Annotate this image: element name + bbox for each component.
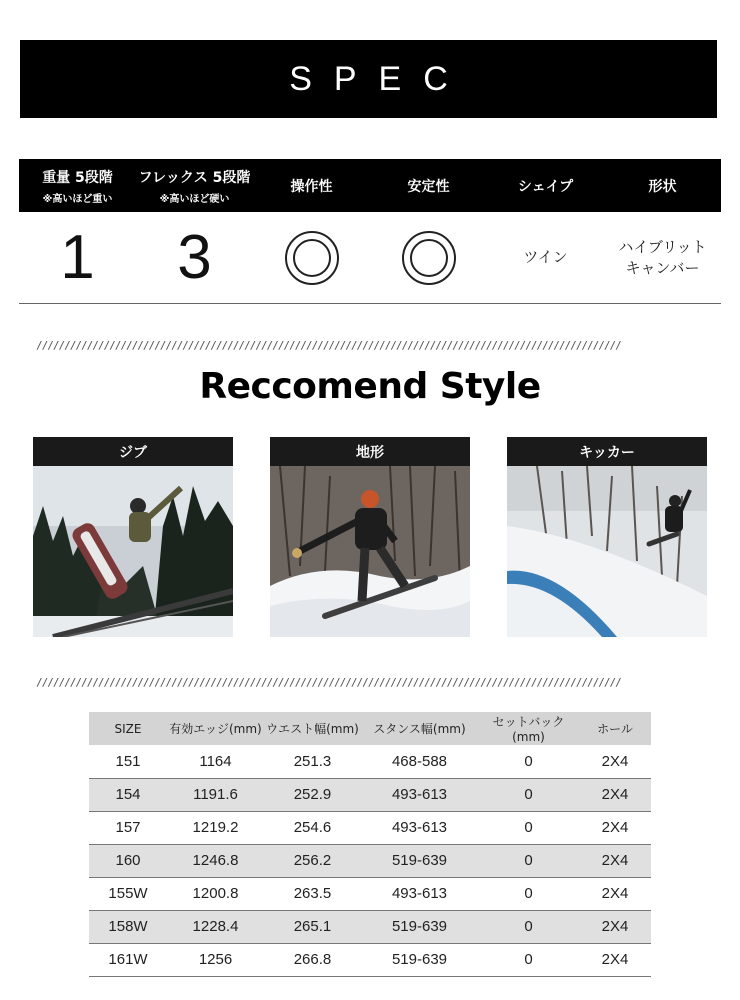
- col-header-stance: スタンス幅(mm): [361, 712, 478, 745]
- table-cell: 2X4: [579, 877, 651, 910]
- col-header-setback: セットバック(mm): [478, 712, 579, 745]
- table-cell: 157: [89, 811, 167, 844]
- slash-divider: ////////////////////////////////////////////////////////////////////////////////////////////////////////: [36, 676, 621, 689]
- header-handling-label: 操作性: [290, 178, 333, 195]
- table-cell: 155W: [89, 877, 167, 910]
- weight-value: 1: [60, 223, 95, 292]
- stability-value-cell: [370, 212, 487, 303]
- col-header-edge: 有効エッジ(mm): [167, 712, 264, 745]
- table-cell: 2X4: [579, 811, 651, 844]
- table-cell: 266.8: [264, 943, 361, 976]
- table-cell: 161W: [89, 943, 167, 976]
- table-row: [89, 778, 651, 811]
- table-cell: 1228.4: [167, 910, 264, 943]
- table-cell: 2X4: [579, 910, 651, 943]
- table-cell: 493-613: [361, 778, 478, 811]
- table-cell: 0: [478, 745, 579, 778]
- table-cell: 519-639: [361, 910, 478, 943]
- table-row: [89, 811, 651, 844]
- jib-photo: [33, 466, 233, 637]
- terrain-photo: [270, 466, 470, 637]
- header-shape-label: シェイプ: [517, 178, 574, 195]
- shape-value-cell: [487, 212, 604, 303]
- header-weight-note: ※高いほど重い: [42, 193, 113, 205]
- table-cell: 265.1: [264, 910, 361, 943]
- table-cell: 158W: [89, 910, 167, 943]
- col-header-size: SIZE: [89, 712, 167, 745]
- table-cell: 251.3: [264, 745, 361, 778]
- table-cell: 160: [89, 844, 167, 877]
- header-stability-label: 安定性: [407, 178, 450, 195]
- header-shape: [487, 159, 604, 212]
- table-row: [89, 877, 651, 910]
- double-circle-icon: [402, 231, 456, 285]
- col-header-waist: ウエスト幅(mm): [264, 712, 361, 745]
- table-cell: 0: [478, 811, 579, 844]
- size-spec-table: [89, 712, 651, 977]
- table-cell: 1246.8: [167, 844, 264, 877]
- style-label-terrain: 地形: [270, 437, 470, 466]
- slash-divider: ////////////////////////////////////////////////////////////////////////////////////////////////////////: [36, 339, 621, 352]
- header-weight-label: 重量 5段階: [42, 169, 113, 186]
- table-cell: 2X4: [579, 844, 651, 877]
- table-row: [89, 844, 651, 877]
- flex-value-cell: [136, 212, 253, 303]
- profile-value-line1: ハイブリット: [618, 237, 707, 256]
- header-profile-label: 形状: [648, 178, 677, 195]
- header-flex-label: フレックス 5段階: [138, 169, 251, 186]
- table-cell: 0: [478, 910, 579, 943]
- table-cell: 493-613: [361, 811, 478, 844]
- style-card-jib: [33, 437, 233, 637]
- shape-value: ツイン: [523, 248, 568, 266]
- table-row: [89, 745, 651, 778]
- handling-value-cell: [253, 212, 370, 303]
- weight-value-cell: [19, 212, 136, 303]
- table-cell: 2X4: [579, 745, 651, 778]
- table-cell: 2X4: [579, 778, 651, 811]
- header-stability: [370, 159, 487, 212]
- spec-banner: [20, 40, 717, 118]
- header-handling: [253, 159, 370, 212]
- table-cell: 0: [478, 778, 579, 811]
- table-cell: 0: [478, 877, 579, 910]
- header-weight: [19, 159, 136, 212]
- table-row: [89, 943, 651, 976]
- table-row: [89, 910, 651, 943]
- table-header-row: [89, 712, 651, 745]
- spec-title: SPEC: [289, 59, 470, 98]
- spec-values-row: [19, 212, 721, 304]
- table-cell: 1219.2: [167, 811, 264, 844]
- flex-value: 3: [177, 223, 212, 292]
- table-cell: 519-639: [361, 844, 478, 877]
- style-card-kicker: [507, 437, 707, 637]
- header-profile: [604, 159, 721, 212]
- table-cell: 252.9: [264, 778, 361, 811]
- kicker-photo: [507, 466, 707, 637]
- table-cell: 493-613: [361, 877, 478, 910]
- table-cell: 256.2: [264, 844, 361, 877]
- header-flex-note: ※高いほど硬い: [159, 193, 230, 205]
- style-label-kicker: キッカー: [507, 437, 707, 466]
- table-cell: 151: [89, 745, 167, 778]
- table-cell: 154: [89, 778, 167, 811]
- style-label-jib: ジブ: [33, 437, 233, 466]
- profile-value-cell: [604, 212, 721, 303]
- profile-value-line2: キャンバー: [625, 258, 700, 277]
- table-cell: 1164: [167, 745, 264, 778]
- table-cell: 1256: [167, 943, 264, 976]
- table-cell: 519-639: [361, 943, 478, 976]
- table-cell: 0: [478, 943, 579, 976]
- style-card-terrain: [270, 437, 470, 637]
- table-cell: 1191.6: [167, 778, 264, 811]
- table-cell: 2X4: [579, 943, 651, 976]
- header-flex: [136, 159, 253, 212]
- col-header-holes: ホール: [579, 712, 651, 745]
- table-cell: 468-588: [361, 745, 478, 778]
- table-cell: 254.6: [264, 811, 361, 844]
- table-cell: 0: [478, 844, 579, 877]
- double-circle-icon: [285, 231, 339, 285]
- table-cell: 1200.8: [167, 877, 264, 910]
- recommend-style-title: Reccomend Style: [199, 366, 541, 407]
- table-cell: 263.5: [264, 877, 361, 910]
- spec-header-row: [19, 159, 721, 212]
